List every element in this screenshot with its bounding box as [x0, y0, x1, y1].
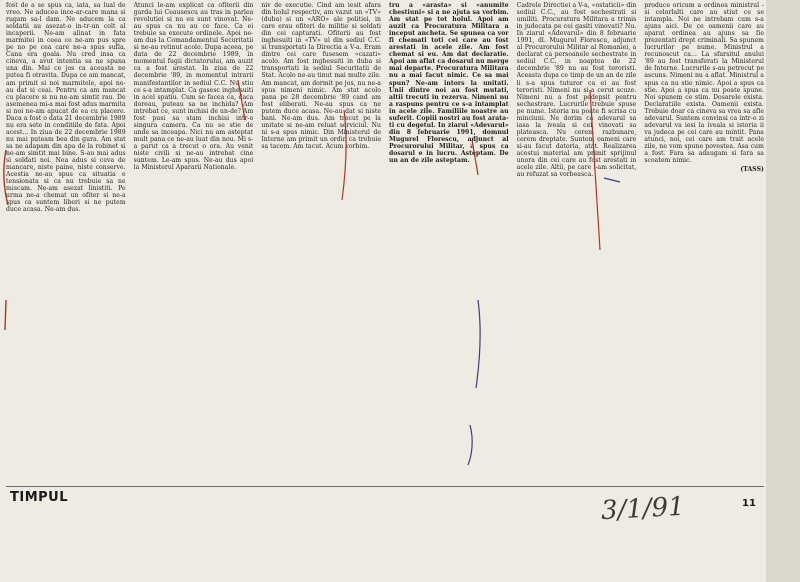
article-column-3: niv de executie. Cind am iesit afara din holul respectiv, am vazut un «TV» (duba) si un «ARO» ale politiei, in care erau ofiteri de militie si soldati din cei capturati. Ofiterii au fost inghesuiti in «TV» ul din sediul C.C. si transportati la Directia a V-a. Eram dintre cei care fusesem «cazati» acolo. Am fost inghesuiti in duba si transportati la sediul Securitatii de Stat. Acolo ne-au tinut mai multe zile. Am mancat, am dormit pe jos, nu ne-a spus nimeni nimic. Am stat acolo pana pe 28 decembrie '89 cand am fost eliberati. Ne-au spus ca ne putem duce acasa. Ne-au dat si niste bani. Ne-am dus. Am trecut pe la unitate si ne-am reluat serviciul. Nu ni s-a spus nimic. Din Ministerul de Interne am primit un ordin ca trebuie sa tacem. Am tacut. Acum vorbim. — [261, 2, 381, 150]
article-column-5: Cadrele Directiei a V-a, «ostaticii» din sediul C.C., au fost sechestrati si umiliti. Procuratura Militara a trimis in judecata pe cei gasiti vinovati? Nu. In ziarul «Adevarul» din 8 februarie 1991, dl. Mugurel Florescu, adjunct al Procurorului Militar al Romaniei, a declarat ca persoanele sechestrate in sediul C.C. in noaptea de 22 decembrie '89 nu au fost teroristi. Aceasta dupa ce timp de un an de zile li s-a spus tuturor ca ei au fost teroristi. Nimeni nu si-a cerut scuze. Nimeni nu a fost pedepsit pentru sechestrare. Lucrurile trebuie spuse pe nume. Istoria nu poate fi scrisa cu minciuni. Ne dorim ca adevarul sa iasa la iveala si cei vinovati sa plateasca. Nu cerem razbunare, cerem dreptate. Suntem oameni care si-au facut datoria, atat. Realizarea acestui material am primit sprijinul unora din cei care au fost arestati in acele zile. Altii, pe care i-am solicitat, au refuzat sa vorbeasca. — [516, 2, 637, 179]
news-agency-signature: (TASS) — [740, 166, 764, 174]
article-column-6 — [644, 2, 764, 480]
article-column-2: Atunci le-am explicat ca ofiterii din garda lui Ceausescu au tras in parlea revolutiei si nu eu sunt vinovat. Ne-au spus ca nu au ce face. Ca ei trebuie sa execute ordinele. Apoi ne-am dus la Comandamentul Securitatii si ne-au retinut acolo. Dupa aceea, pe data de 22 decembrie 1989, in momentul fugii dictatorului, am auzit ca a fost arestat. In ziua de 22 decembrie '89, in momentul intrarii manifestantilor in sediul C.C. Nu stiu ce s-a intamplat. Ca gasesc inghesuiti in acel spatiu. Cum se facea ca, daca doreau, puteau sa ne inchida? Am intrebat ce, sunt inchisi de un-de? Am fost pusi sa stam inchisi intr-o singura camera. Ca nu se stie de unde sa inceapa. Nici nu am asteptat mult pana ce ne-au luat din nou. Mi s-a parut ca a trecut o ora. Au venit niste civili si ne-au intrebat cine suntem. Le-am spus. Ne-au dus apoi la Ministerul Apararii Nationale. — [133, 2, 254, 172]
article-column-1: fost de a se spus ca, iata, sa lual de vreo. Ne aducea ince-ar-care mana si rugam sa-l dam. Ne aducem la ca soldatii au asezat-o in-tr-un colt al incaperii. Ne-am alinat in fata marmitei in ceea ce ne-am pus spre pe no pe cea care ne-a spus sufla. Cana era goala. Nu cred insa ca cineva, a avut intentia sa ne spuna una din. Mai ce jos ca aceasta ne putea fi otravita. Dupa ce am mancat, am primit si noi marmitele, apoi ne-au dat si ceai. Pentru ca am mancat cu placere si nu ne-am simtit rau. De asemenea mi-a mai fost adus marmita si noi ne-am apucat de ea cu placere. Daca a fost o data 21 decembrie 1989 nu era sete in conditiile de fata. Apoi acest... In ziua de 22 decembrie 1989 nu mai puteam bea din gura. Am stat sa ne adapam din apa de la robinet si ne-am simtit mai bine. S-au mai adus si soldati noi. Nea adus si ceva de mancare, niste paine, niste conserve. Acestia ne-au spus ca situatia e tensionata si ca nu trebuie sa ne miscam. Ne-am asezat linistiti. Pe urma ne-a chemat un ofiter si ne-a spus ca suntem liberi si ne putem duce acasa. Ne-am dus. — [6, 2, 126, 214]
page-number: 11 — [742, 498, 756, 509]
article-columns — [6, 2, 764, 480]
footer-rule — [6, 486, 764, 487]
scan-edge — [766, 0, 800, 582]
masthead-title: TIMPUL — [10, 490, 69, 505]
article-column-6-text: produce oricum a ordinea ministrul - si celorlalti care au stiut ce se intampla. Noi ne intrebam cum s-a ajuns aici. De ce oamenii care au aparat ordinea au ajuns sa fie prezentati drept criminali. Sa spunem lucrurilor pe nume. Ministrul a recunoscut ca... La sfarsitul anului '89 au fost transferati la Ministerul de Interne. Lucrurile s-au petrecut pe ascuns. Nimeni nu a aflat. Ministrul a spus ca nu stie nimic. Apoi a spus ca stie. Apoi a spus ca nu poate spune. Noi spunem ce stim. Dosarele exista. Declaratiile exista. Oamenii exista. Trebuie doar ca cineva sa vrea sa afle adevarul. Suntem convinsi ca intr-o zi adevarul va iesi la iveala si istoria ii va judeca pe cei care au mintit. Pana atunci, noi, cei care am trait acele zile, ne vom spune povestea. Asa cum a fost. Fara sa adaugam si fara sa scoatem nimic. — [644, 2, 764, 165]
article-column-4: tru a «arasta» si «anumite chestiuni» si a ne ajuta sa vorbim. Am stat pe tot holul. Apoi am auzit ca Procuratura Militara a inceput ancheta. Se spunea ca vor fi chemati toti cei care au fost arestati in acele zile. Am fost chemat si eu. Am dat declaratie. Apoi am aflat ca dosarul nu merge mai departe. Procuratura Militara nu a mai facut nimic. Ce sa mai spun? Ne-am intors la unitati. Unii dintre noi au fost mutati, altii trecuti in rezerva. Nimeni nu a raspuns pentru ce s-a intamplat in acele zile. Familiile noastre au suferit. Copiii nostri au fost arata-ti cu degetul. In ziarul «Adevarul» din 8 februarie 1991, domnul Mugurel Florescu, adjunct al Procurorului Militar, a spus ca dosarul e in lucru. Asteptam. De un an de zile asteptam. — [388, 2, 509, 165]
handwritten-date: 3/1/91 — [600, 491, 686, 527]
